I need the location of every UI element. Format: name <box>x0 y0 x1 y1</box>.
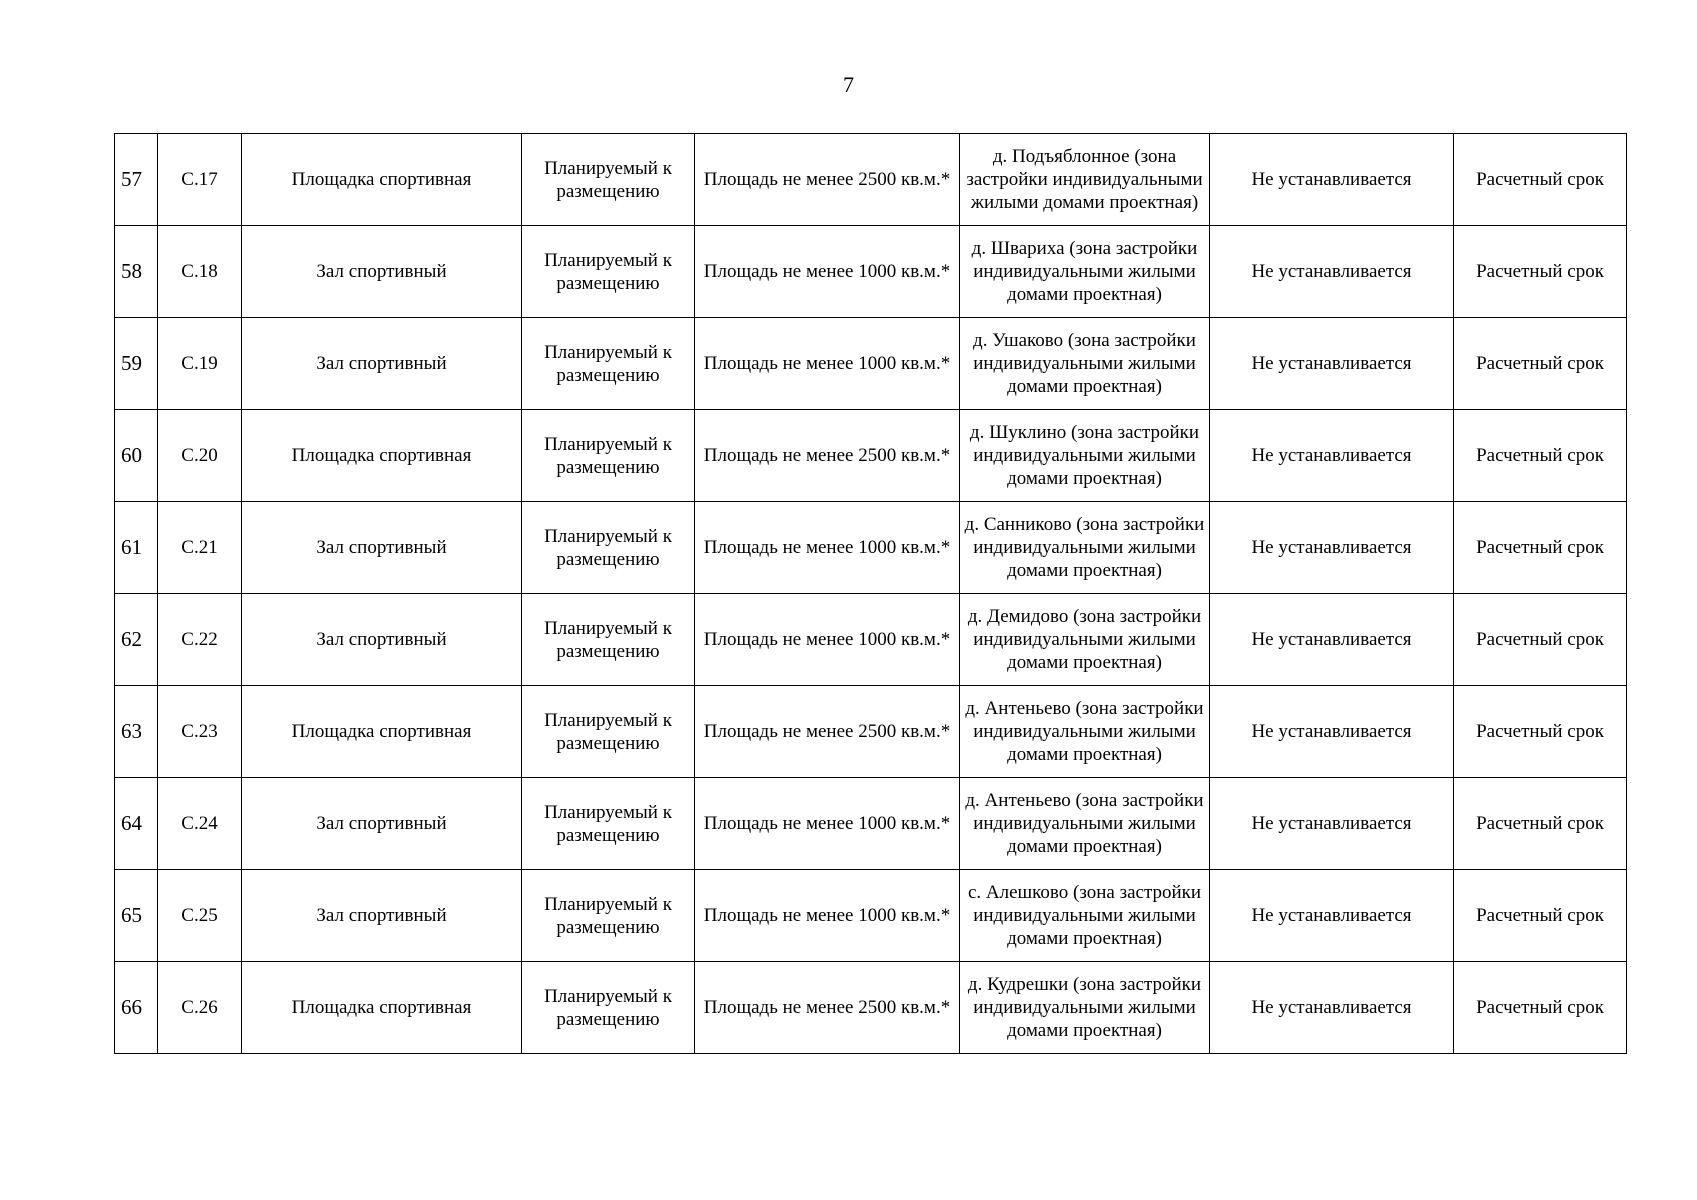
object-capacity: Площадь не менее 1000 кв.м.* <box>695 502 960 594</box>
object-status: Планируемый к размещению <box>522 594 695 686</box>
row-number: 60 <box>115 410 158 502</box>
row-number: 64 <box>115 778 158 870</box>
object-capacity: Площадь не менее 1000 кв.м.* <box>695 594 960 686</box>
object-code: С.25 <box>158 870 242 962</box>
object-name: Зал спортивный <box>242 318 522 410</box>
object-status: Планируемый к размещению <box>522 962 695 1054</box>
object-term: Расчетный срок <box>1454 870 1627 962</box>
object-zone: Не устанавливается <box>1210 502 1454 594</box>
table-row <box>115 686 1627 778</box>
object-term: Расчетный срок <box>1454 962 1627 1054</box>
object-term: Расчетный срок <box>1454 686 1627 778</box>
object-location: д. Антеньево (зона застройки индивидуальными жилыми домами проектная) <box>960 686 1210 778</box>
object-code: С.20 <box>158 410 242 502</box>
object-term: Расчетный срок <box>1454 318 1627 410</box>
object-term: Расчетный срок <box>1454 134 1627 226</box>
table-row <box>115 962 1627 1054</box>
row-number: 63 <box>115 686 158 778</box>
object-status: Планируемый к размещению <box>522 318 695 410</box>
table-row <box>115 226 1627 318</box>
table-row <box>115 502 1627 594</box>
object-name: Зал спортивный <box>242 502 522 594</box>
object-term: Расчетный срок <box>1454 226 1627 318</box>
object-code: С.19 <box>158 318 242 410</box>
table-row <box>115 594 1627 686</box>
object-zone: Не устанавливается <box>1210 318 1454 410</box>
objects-table <box>114 133 1627 1054</box>
table-row <box>115 870 1627 962</box>
row-number: 62 <box>115 594 158 686</box>
object-status: Планируемый к размещению <box>522 226 695 318</box>
table-row <box>115 778 1627 870</box>
object-capacity: Площадь не менее 2500 кв.м.* <box>695 962 960 1054</box>
object-name: Площадка спортивная <box>242 134 522 226</box>
row-number: 57 <box>115 134 158 226</box>
table-row <box>115 134 1627 226</box>
table-row <box>115 410 1627 502</box>
object-zone: Не устанавливается <box>1210 962 1454 1054</box>
object-location: д. Санниково (зона застройки индивидуальными жилыми домами проектная) <box>960 502 1210 594</box>
object-location: д. Ушаково (зона застройки индивидуальными жилыми домами проектная) <box>960 318 1210 410</box>
object-term: Расчетный срок <box>1454 502 1627 594</box>
row-number: 66 <box>115 962 158 1054</box>
object-code: С.22 <box>158 594 242 686</box>
page-number: 7 <box>843 72 854 97</box>
object-code: С.23 <box>158 686 242 778</box>
object-code: С.26 <box>158 962 242 1054</box>
object-capacity: Площадь не менее 2500 кв.м.* <box>695 410 960 502</box>
object-name: Зал спортивный <box>242 870 522 962</box>
object-zone: Не устанавливается <box>1210 134 1454 226</box>
object-location: д. Шуклино (зона застройки индивидуальными жилыми домами проектная) <box>960 410 1210 502</box>
object-term: Расчетный срок <box>1454 410 1627 502</box>
table-row <box>115 318 1627 410</box>
object-location: д. Демидово (зона застройки индивидуальными жилыми домами проектная) <box>960 594 1210 686</box>
object-name: Зал спортивный <box>242 594 522 686</box>
object-code: С.18 <box>158 226 242 318</box>
object-name: Зал спортивный <box>242 778 522 870</box>
object-name: Площадка спортивная <box>242 410 522 502</box>
object-capacity: Площадь не менее 1000 кв.м.* <box>695 226 960 318</box>
object-location: д. Кудрешки (зона застройки индивидуальными жилыми домами проектная) <box>960 962 1210 1054</box>
object-code: С.17 <box>158 134 242 226</box>
object-code: С.24 <box>158 778 242 870</box>
object-term: Расчетный срок <box>1454 594 1627 686</box>
object-location: д. Подъяблонное (зона застройки индивидуальными жилыми домами проектная) <box>960 134 1210 226</box>
object-location: с. Алешково (зона застройки индивидуальными жилыми домами проектная) <box>960 870 1210 962</box>
row-number: 59 <box>115 318 158 410</box>
object-name: Зал спортивный <box>242 226 522 318</box>
object-code: С.21 <box>158 502 242 594</box>
object-zone: Не устанавливается <box>1210 686 1454 778</box>
table-body <box>115 134 1627 1054</box>
object-name: Площадка спортивная <box>242 962 522 1054</box>
object-capacity: Площадь не менее 1000 кв.м.* <box>695 778 960 870</box>
row-number: 61 <box>115 502 158 594</box>
row-number: 65 <box>115 870 158 962</box>
object-status: Планируемый к размещению <box>522 410 695 502</box>
object-status: Планируемый к размещению <box>522 502 695 594</box>
object-status: Планируемый к размещению <box>522 686 695 778</box>
object-zone: Не устанавливается <box>1210 778 1454 870</box>
object-zone: Не устанавливается <box>1210 226 1454 318</box>
object-status: Планируемый к размещению <box>522 134 695 226</box>
object-zone: Не устанавливается <box>1210 410 1454 502</box>
object-location: д. Антеньево (зона застройки индивидуальными жилыми домами проектная) <box>960 778 1210 870</box>
object-location: д. Швариха (зона застройки индивидуальными жилыми домами проектная) <box>960 226 1210 318</box>
object-capacity: Площадь не менее 2500 кв.м.* <box>695 134 960 226</box>
object-capacity: Площадь не менее 2500 кв.м.* <box>695 686 960 778</box>
object-zone: Не устанавливается <box>1210 594 1454 686</box>
object-name: Площадка спортивная <box>242 686 522 778</box>
object-capacity: Площадь не менее 1000 кв.м.* <box>695 870 960 962</box>
object-status: Планируемый к размещению <box>522 778 695 870</box>
object-term: Расчетный срок <box>1454 778 1627 870</box>
object-status: Планируемый к размещению <box>522 870 695 962</box>
row-number: 58 <box>115 226 158 318</box>
object-capacity: Площадь не менее 1000 кв.м.* <box>695 318 960 410</box>
object-zone: Не устанавливается <box>1210 870 1454 962</box>
